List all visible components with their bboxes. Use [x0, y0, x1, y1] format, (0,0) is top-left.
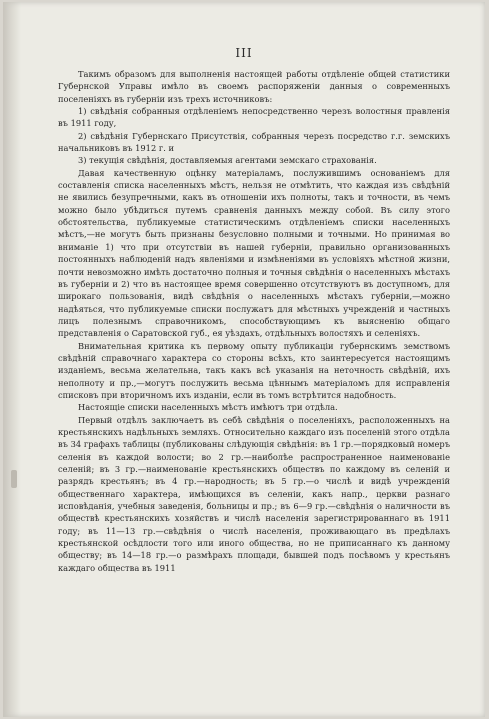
paragraph-criticism: Внимательная критика къ первому опыту публикаціи губернскимъ земствомъ свѣдѣній справочнаго характера со стороны всѣхъ, кто заинтересуется настоящимъ изданіемъ, весьма желательна, такъ какъ всѣ указанія на неточность свѣдѣній, ихъ неполноту и пр.,—могутъ послужить весьма цѣннымъ матеріаломъ для исправленія списковъ при вторичномъ ихъ изданіи, если въ томъ встрѣтится надобность. — [58, 340, 450, 400]
scanned-page — [3, 2, 485, 717]
paragraph-first-section: Первый отдѣлъ заключаетъ въ себѣ свѣдѣнія о поселеніяхъ, расположенныхъ на крестьянскихъ надѣльныхъ земляхъ. Относительно каждаго изъ поселеній этого отдѣла въ 34 графахъ таблицы (публикованы слѣдующія свѣдѣнія: въ 1 гр.—порядковый номеръ селенія въ каждой волости; во 2 гр.—наиболѣе распространенное наименованіе селеній; въ 3 гр.—наименованіе крестьянскихъ обществъ по каждому въ селеній и разрядъ крестьянъ; въ 4 гр.—народность; въ 5 гр.—о числѣ и видѣ учрежденій общественнаго характера, имѣющихся въ селеніи, какъ напр., церкви разнаго исповѣданія, учебныя заведенія, больницы и пр.; въ 6—9 гр.—свѣдѣнія о наличности въ обществѣ крестьянскихъ хозяйствъ и числѣ населенія зарегистрированнаго въ 1911 году; въ 11—13 гр.—свѣдѣнія о числѣ населенія, проживающаго въ предѣлахъ крестьянской осѣдлости того или иного общества, но не приписаннаго къ данному обществу; въ 14—18 гр.—о размѣрахъ площади, бывшей подъ посѣвомъ у крестьянъ каждаго общества въ 1911 — [58, 414, 450, 573]
paragraph-source-2: 2) свѣдѣнія Губернскаго Присутствія, собранныя черезъ посредство г.г. земскихъ начальниковъ въ 1912 г. и — [58, 130, 450, 154]
paragraph-source-1: 1) свѣдѣнія собранныя отдѣленіемъ непосредственно черезъ волостныя правленія въ 1911 году, — [58, 106, 450, 129]
paragraph-sections: Настоящіе списки населенныхъ мѣстъ имѣютъ три отдѣла. — [78, 402, 338, 413]
page-body — [58, 68, 450, 574]
paragraph-source-3: 3) текущія свѣдѣнія, доставляемыя агентами земскаго страхованія. — [78, 155, 377, 166]
page-number: III — [235, 46, 253, 60]
paragraph-quality-assessment: Давая качественную оцѣнку матеріаламъ, послужившимъ основаніемъ для составленія списка населенныхъ мѣстъ, нельзя не отмѣтить, что каждая изъ свѣдѣній не явились безупречными, какъ въ отношеніи ихъ полноты, такъ и точности, въ чемъ можно было убѣдиться путемъ сравненія данныхъ между собой. Въ силу этого обстоятельства, публикуемые статистическимъ отдѣленіемъ списки населенныхъ мѣстъ,—не могутъ быть признаны безусловно полными и точными. Но принимая во вниманіе 1) что при отсутствіи въ нашей губерніи, правильно организованныхъ постоянныхъ наблюденій надъ явленіями и измѣненіями въ условіяхъ мѣстной жизни, почти невозможно имѣть достаточно полныя и точныя свѣдѣнія о населенныхъ мѣстахъ въ губерніи и 2) что въ настоящее время совершенно отсутствуютъ въ доступномъ, для широкаго пользованія, видѣ свѣдѣнія о населенныхъ мѣстахъ губерніи,—можно надѣяться, что публикуемые списки послужатъ для мѣстныхъ учрежденій и частныхъ лицъ полезнымъ справочникомъ, способствующимъ къ выясненію общаго представленія о Саратовской губ., ея уѣздахъ, отдѣльныхъ волостяхъ и селеніяхъ. — [58, 167, 450, 339]
paragraph-sources-intro: Такимъ образомъ для выполненія настоящей работы отдѣленіе общей статистики Губернской Управы имѣло въ своемъ распоряженіи данныя о современныхъ поселеніяхъ въ губерніи изъ трехъ источниковъ: — [58, 69, 450, 104]
binding-mark — [11, 470, 17, 488]
